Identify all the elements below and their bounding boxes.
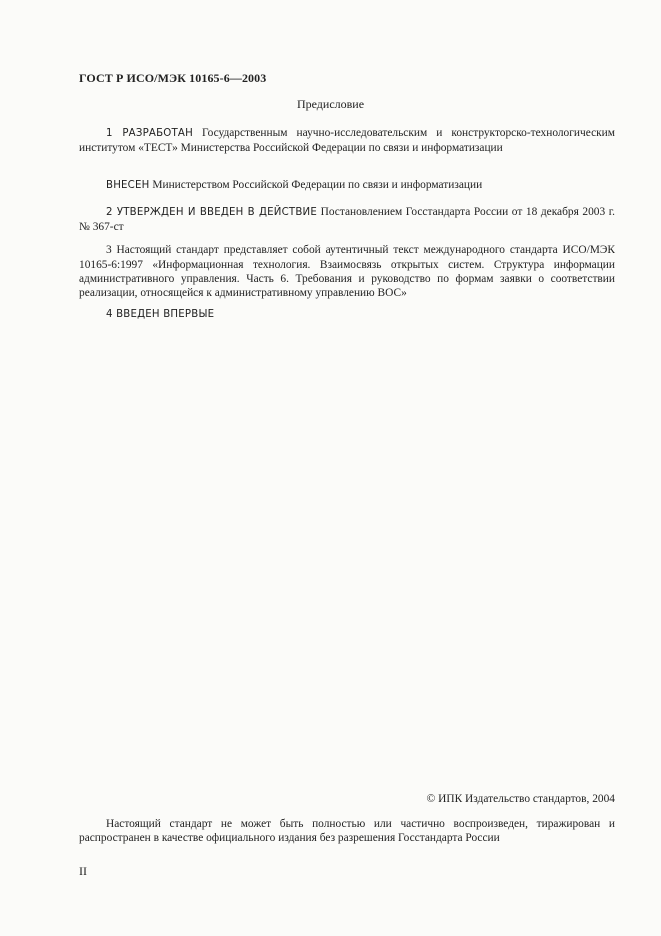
page-number: II — [79, 864, 87, 878]
preface-title: Предисловие — [296, 97, 365, 111]
reproduction-notice: Настоящий стандарт не может быть полностью или частично воспроизведен, тиражирован и распространен в качестве официального издания без разрешения Госстандарта России — [79, 818, 615, 844]
preface-item-submitted — [79, 178, 615, 193]
preface-item-label: ВНЕСЕН — [106, 180, 150, 191]
preface-item-approved — [79, 205, 615, 234]
preface-item-authentic-text — [79, 243, 615, 300]
document-header: ГОСТ Р ИСО/МЭК 10165-6—2003 — [79, 71, 267, 85]
preface-item-developed — [79, 126, 615, 155]
copyright-line: © ИПК Издательство стандартов, 2004 — [426, 793, 615, 805]
preface-item-text: Министерством Российской Федерации по связи и информатизации — [149, 179, 483, 191]
preface-item-first-introduced — [79, 307, 615, 322]
preface-item-label: 2 УТВЕРЖДЕН И ВВЕДЕН В ДЕЙСТВИЕ — [106, 207, 318, 218]
preface-item-label: 4 ВВЕДЕН ВПЕРВЫЕ — [106, 309, 215, 320]
preface-item-text: Постановлением Госстандарта России от 18 декабря 2003 г. № 367-ст — [79, 206, 616, 233]
preface-item-text: Государственным научно-исследовательским и конструкторско-технологическим институтом «ТЕСТ» Министерства Российской Федерации по связи и информатизации — [79, 127, 615, 154]
preface-item-text: 3 Настоящий стандарт представляет собой аутентичный текст международного стандарта ИСО/МЭК 10165-6:1997 «Информационная технология. Взаимосвязь открытых систем. Структура информации административного управления. Часть 6. Требования и руководство по формам заявки о соответствии реализации, относящейся к административному управлению ВОС» — [79, 244, 615, 299]
preface-item-label: 1 РАЗРАБОТАН — [106, 128, 193, 139]
